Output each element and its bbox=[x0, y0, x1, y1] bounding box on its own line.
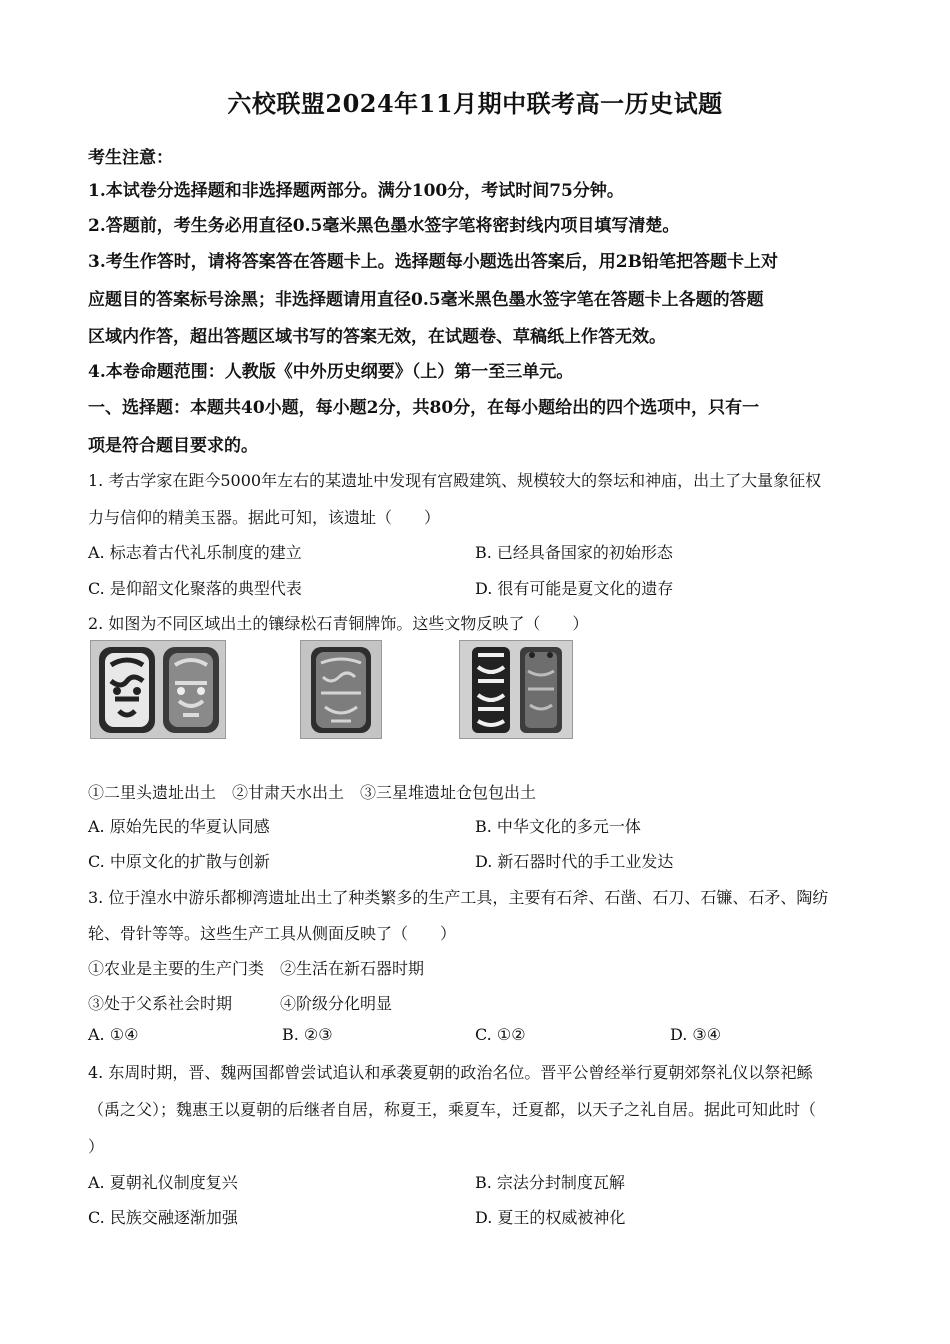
q2-option-b[interactable]: B. 中华文化的多元一体 bbox=[475, 817, 641, 836]
q2-option-a[interactable]: A. 原始先民的华夏认同感 bbox=[88, 817, 270, 836]
notice-item-3-cont: 应题目的答案标号涂黑；非选择题请用直径0.5毫米黑色墨水签字笔在答题卡上各题的答题 bbox=[88, 290, 764, 310]
q1-option-d[interactable]: D. 很有可能是夏文化的遗存 bbox=[475, 579, 674, 598]
notice-heading: 考生注意： bbox=[88, 148, 173, 168]
bronze-plaque-image-2 bbox=[300, 640, 382, 739]
q1-stem-cont: 力与信仰的精美玉器。据此可知，该遗址（ ） bbox=[88, 508, 441, 527]
notice-item-3-cont2: 区域内作答，超出答题区域书写的答案无效，在试题卷、草稿纸上作答无效。 bbox=[88, 327, 666, 347]
q1-stem: 1. 考古学家在距今5000年左右的某遗址中发现有宫殿建筑、规模较大的祭坛和神庙，出土了大量象征权 bbox=[88, 471, 822, 490]
q1-option-c[interactable]: C. 是仰韶文化聚落的典型代表 bbox=[88, 579, 302, 598]
notice-item-2: 2.答题前，考生务必用直径0.5毫米黑色墨水签字笔将密封线内项目填写清楚。 bbox=[88, 216, 680, 236]
q4-option-c[interactable]: C. 民族交融逐渐加强 bbox=[88, 1208, 238, 1227]
page-title: 六校联盟2024年11月期中联考高一历史试题 bbox=[227, 89, 723, 118]
q4-stem-cont: （禹之父）；魏惠王以夏朝的后继者自居，称夏王，乘夏车，迁夏都，以天子之礼自居。据此可知此时（ bbox=[88, 1100, 817, 1119]
section-heading: 一、选择题：本题共40小题，每小题2分，共80分，在每小题给出的四个选项中，只有一 bbox=[88, 398, 760, 418]
notice-item-3: 3.考生作答时，请将答案答在答题卡上。选择题每小题选出答案后，用2B铅笔把答题卡上对 bbox=[88, 252, 778, 272]
q3-option-d[interactable]: D. ③④ bbox=[670, 1025, 722, 1044]
q4-option-a[interactable]: A. 夏朝礼仪制度复兴 bbox=[88, 1173, 238, 1192]
q3-option-a[interactable]: A. ①④ bbox=[88, 1025, 139, 1044]
q4-stem-cont2: ） bbox=[88, 1137, 105, 1156]
q3-statements-2: ③处于父系社会时期 ④阶级分化明显 bbox=[88, 994, 393, 1013]
q3-statements-1: ①农业是主要的生产门类 ②生活在新石器时期 bbox=[88, 959, 425, 978]
notice-item-4: 4.本卷命题范围：人教版《中外历史纲要》（上）第一至三单元。 bbox=[88, 362, 574, 382]
q3-stem-cont: 轮、骨针等等。这些生产工具从侧面反映了（ ） bbox=[88, 924, 457, 943]
bronze-plaque-image-1 bbox=[90, 640, 226, 739]
q1-option-a[interactable]: A. 标志着古代礼乐制度的建立 bbox=[88, 543, 302, 562]
q2-option-d[interactable]: D. 新石器时代的手工业发达 bbox=[475, 852, 674, 871]
section-heading-cont: 项是符合题目要求的。 bbox=[88, 436, 258, 456]
q4-option-d[interactable]: D. 夏王的权威被神化 bbox=[475, 1208, 626, 1227]
q3-option-b[interactable]: B. ②③ bbox=[282, 1025, 333, 1044]
notice-item-1: 1.本试卷分选择题和非选择题两部分。满分100分，考试时间75分钟。 bbox=[88, 181, 624, 201]
q2-stem: 2. 如图为不同区域出土的镶绿松石青铜牌饰。这些文物反映了（ ） bbox=[88, 614, 589, 633]
q4-stem: 4. 东周时期，晋、魏两国都曾尝试追认和承袭夏朝的政治名位。晋平公曾经举行夏朝郊祭礼仪以祭祀鲧 bbox=[88, 1063, 813, 1082]
q3-stem: 3. 位于湟水中游乐都柳湾遗址出土了种类繁多的生产工具，主要有石斧、石凿、石刀、石镰、石矛、陶纺 bbox=[88, 888, 829, 907]
q3-option-c[interactable]: C. ①② bbox=[475, 1025, 526, 1044]
q2-caption: ①二里头遗址出土 ②甘肃天水出土 ③三星堆遗址仓包包出土 bbox=[88, 783, 537, 802]
q2-option-c[interactable]: C. 中原文化的扩散与创新 bbox=[88, 852, 270, 871]
q1-option-b[interactable]: B. 已经具备国家的初始形态 bbox=[475, 543, 673, 562]
bronze-plaque-image-3 bbox=[459, 640, 573, 739]
q4-option-b[interactable]: B. 宗法分封制度瓦解 bbox=[475, 1173, 625, 1192]
